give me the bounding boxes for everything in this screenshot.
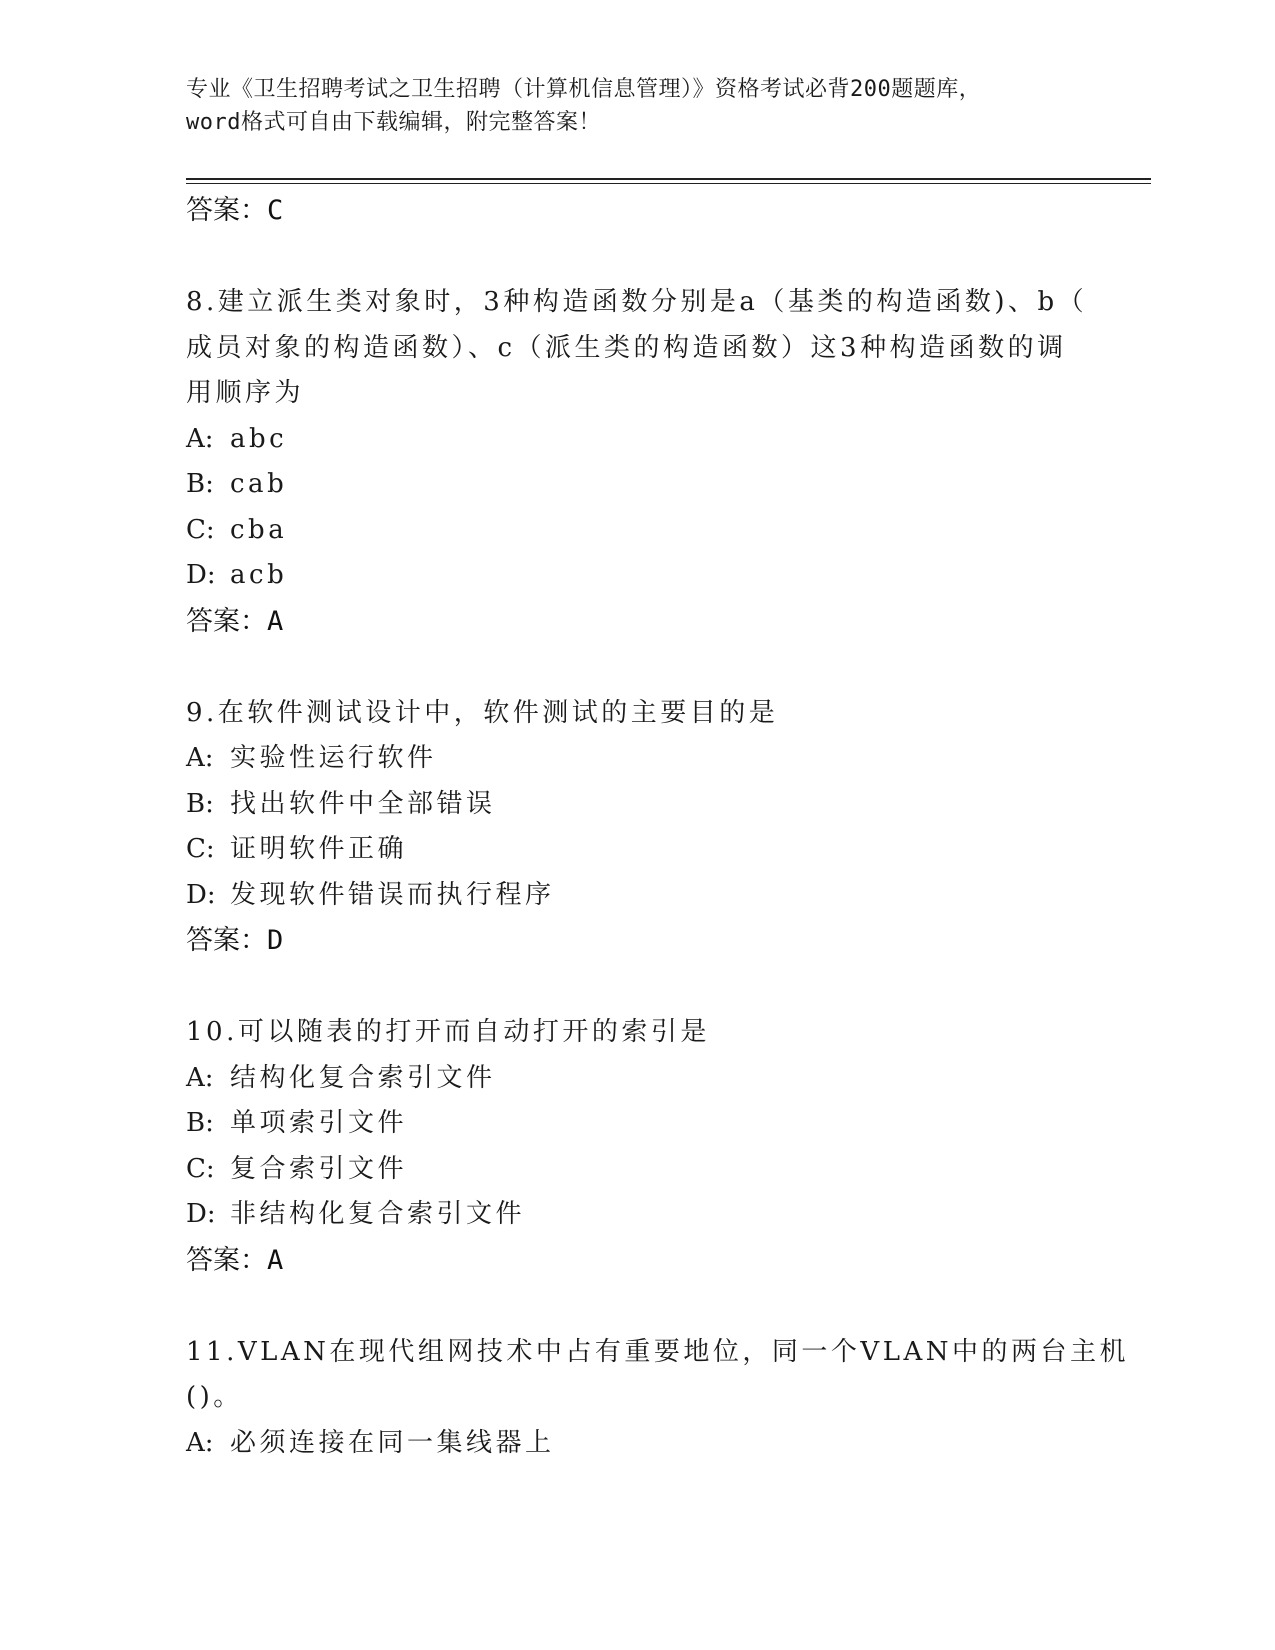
- header-line-1: 专业《卫生招聘考试之卫生招聘（计算机信息管理）》资格考试必背200题题库，: [186, 77, 982, 102]
- question-8-text: [186, 280, 1086, 417]
- question-11-line-2: ()。: [186, 1382, 243, 1412]
- question-10-text: [186, 1010, 1086, 1056]
- question-10-option-a: [186, 1056, 1086, 1102]
- option-key: A:: [186, 1427, 214, 1458]
- question-10-line-1: 10.可以随表的打开而自动打开的索引是: [186, 1017, 710, 1047]
- option-key: C:: [186, 1153, 215, 1184]
- answer-q7: 答案：C: [186, 195, 284, 226]
- option-key: D:: [186, 560, 216, 590]
- question-10-option-c: [186, 1147, 1086, 1193]
- option-key: D:: [186, 879, 216, 910]
- header-line-2: word格式可自由下载编辑，附完整答案！: [186, 110, 601, 135]
- option-key: B:: [186, 1108, 214, 1138]
- question-11-line-1: 11.VLAN在现代组网技术中占有重要地位，同一个VLAN中的两台主机: [186, 1336, 1129, 1367]
- question-8-line-2: 成员对象的构造函数）、c（派生类的构造函数）这3种构造函数的调: [186, 332, 1067, 363]
- option-text: 结构化复合索引文件: [230, 1062, 496, 1093]
- option-text: cab: [230, 469, 288, 499]
- option-key: C:: [186, 514, 215, 545]
- option-text: 找出软件中全部错误: [230, 788, 496, 819]
- document-header: [186, 73, 1086, 139]
- header-rule-thick: [186, 178, 1151, 180]
- question-8-line-3: 用顺序为: [186, 378, 305, 408]
- question-8-option-c: [186, 508, 1086, 554]
- option-text: 复合索引文件: [230, 1153, 408, 1184]
- answer-q8: 答案：A: [186, 605, 284, 637]
- option-text: 发现软件错误而执行程序: [230, 879, 555, 910]
- question-8-option-b: [186, 462, 1086, 508]
- option-text: 非结构化复合索引文件: [230, 1199, 526, 1229]
- question-8-option-d: [186, 553, 1086, 599]
- document-body: [186, 188, 1129, 1466]
- spacer: [186, 644, 1086, 691]
- option-key: A:: [186, 423, 214, 454]
- header-rule-thin: [186, 183, 1151, 184]
- option-key: A:: [186, 1062, 214, 1093]
- option-key: C:: [186, 834, 215, 864]
- question-9-option-c: [186, 827, 1086, 873]
- spacer: [186, 233, 1086, 280]
- answer-q9: 答案：D: [186, 925, 284, 956]
- option-text: acb: [230, 560, 288, 590]
- option-text: 实验性运行软件: [230, 743, 437, 773]
- option-text: 必须连接在同一集线器上: [230, 1427, 555, 1458]
- option-text: abc: [230, 423, 288, 454]
- option-key: B:: [186, 469, 214, 499]
- spacer: [186, 963, 1086, 1010]
- spacer: [186, 1283, 1086, 1330]
- question-10-option-d: [186, 1192, 1086, 1238]
- question-10-option-b: [186, 1101, 1086, 1147]
- option-text: cba: [230, 514, 288, 545]
- question-9-option-a: [186, 736, 1086, 782]
- question-9-option-b: [186, 782, 1086, 828]
- option-key: B:: [186, 788, 214, 819]
- answer-q10: 答案：A: [186, 1244, 284, 1276]
- question-9-option-d: [186, 873, 1086, 919]
- option-text: 单项索引文件: [230, 1108, 408, 1138]
- option-key: A:: [186, 743, 214, 773]
- option-key: D:: [186, 1199, 216, 1229]
- question-11-text: [186, 1330, 1129, 1421]
- option-text: 证明软件正确: [230, 834, 408, 864]
- question-8-line-1: 8.建立派生类对象时，3种构造函数分别是a（基类的构造函数)、b（: [186, 287, 1088, 317]
- question-9-line-1: 9.在软件测试设计中，软件测试的主要目的是: [186, 697, 779, 728]
- question-9-text: [186, 691, 1086, 737]
- question-8-option-a: [186, 417, 1086, 463]
- question-11-option-a: [186, 1421, 1086, 1467]
